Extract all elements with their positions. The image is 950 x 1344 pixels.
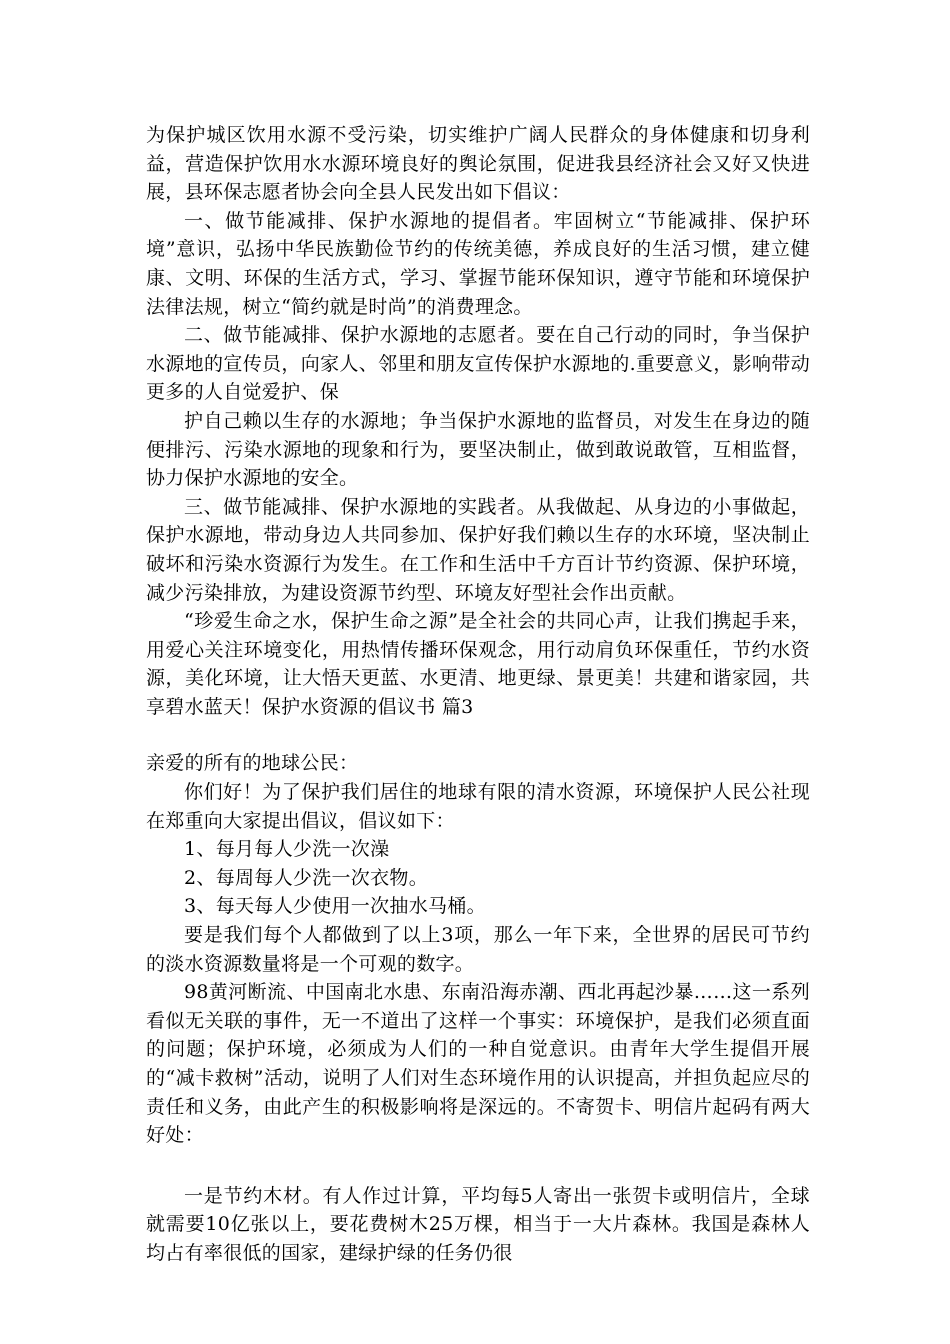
proposal-two-paragraph: 二、做节能减排、保护水源地的志愿者。要在自己行动的同时，争当保护水源地的宣传员，向家人、邻里和朋友宣传保护水源地的.重要意义，影响带动更多的人自觉爱护、保 — [146, 324, 810, 404]
list-item-2: 2、每周每人少洗一次衣物。 — [184, 866, 428, 889]
document-page — [146, 121, 810, 1268]
salutation: 亲爱的所有的地球公民： — [146, 752, 359, 775]
section-gap — [146, 721, 810, 749]
proposal-three-paragraph: 三、做节能减排、保护水源地的实践者。从我做起、从身边的小事做起，保护水源地，带动身边人共同参加、保护好我们赖以生存的水环境，坚决制止破坏和污染水资源行为发生。在工作和生活中千方百计节约资源、保护环境，减少污染排放，为建设资源节约型、环境友好型社会作出贡献。 — [146, 495, 810, 604]
intro-paragraph: 为保护城区饮用水源不受污染，切实维护广阔人民群众的身体健康和切身利益，营造保护饮用水水源环境良好的舆论氛围，促进我县经济社会又好又快进展，县环保志愿者协会向全县人民发出如下倡议： — [146, 124, 810, 204]
proposal-two-continued-paragraph: 护自己赖以生存的水源地；争当保护水源地的监督员，对发生在身边的随便排污、污染水源地的现象和行为，要坚决制止，做到敢说敢管，互相监督，协力保护水源地的安全。 — [146, 409, 810, 490]
proposal-one-paragraph: 一、做节能减排、保护水源地的提倡者。牢固树立“节能减排、保护环境”意识，弘扬中华民族勤俭节约的传统美德，养成良好的生活习惯，建立健康、文明、环保的生活方式，学习、掌握节能环保知识，遵守节能和环境保护法律法规，树立“简约就是时尚”的消费理念。 — [146, 209, 810, 318]
list-item-3: 3、每天每人少使用一次抽水马桶。 — [184, 895, 486, 918]
result-paragraph: 要是我们每个人都做到了以上3项，那么一年下来，全世界的居民可节约的淡水资源数量将是一个可观的数字。 — [146, 924, 810, 975]
greeting-paragraph: 你们好！为了保护我们居住的地球有限的清水资源，环境保护人民公社现在郑重向大家提出倡议，倡议如下： — [146, 781, 810, 832]
benefit-one-paragraph: 一是节约木材。有人作过计算，平均每5人寄出一张贺卡或明信片，全球就需要10亿张以上，要花费树木25万棵，相当于一大片森林。我国是森林人均占有率很低的国家，建绿护绿的任务仍很 — [146, 1184, 810, 1264]
closing-call-paragraph: “珍爱生命之水，保护生命之源”是全社会的共同心声，让我们携起手来，用爱心关注环境变化，用热情传播环保观念，用行动肩负环保重任，节约水资源，美化环境，让大悟天更蓝、水更清、地更绿、景更美！共建和谐家园，共享碧水蓝天！保护水资源的倡议书 篇3 — [146, 610, 810, 718]
context-paragraph: 98黄河断流、中国南北水患、东南沿海赤潮、西北再起沙暴……这一系列看似无关联的事件，无一不道出了这样一个事实：环境保护，是我们必须直面的问题；保护环境，必须成为人们的一种自觉意识。由青年大学生提倡开展的“减卡救树”活动，说明了人们对生态环境作用的认识提高，并担负起应尽的责任和义务，由此产生的积极影响将是深远的。不寄贺卡、明信片起码有两大好处： — [146, 981, 810, 1147]
section-gap — [146, 1150, 810, 1182]
list-item-1: 1、每月每人少洗一次澡 — [184, 838, 390, 861]
